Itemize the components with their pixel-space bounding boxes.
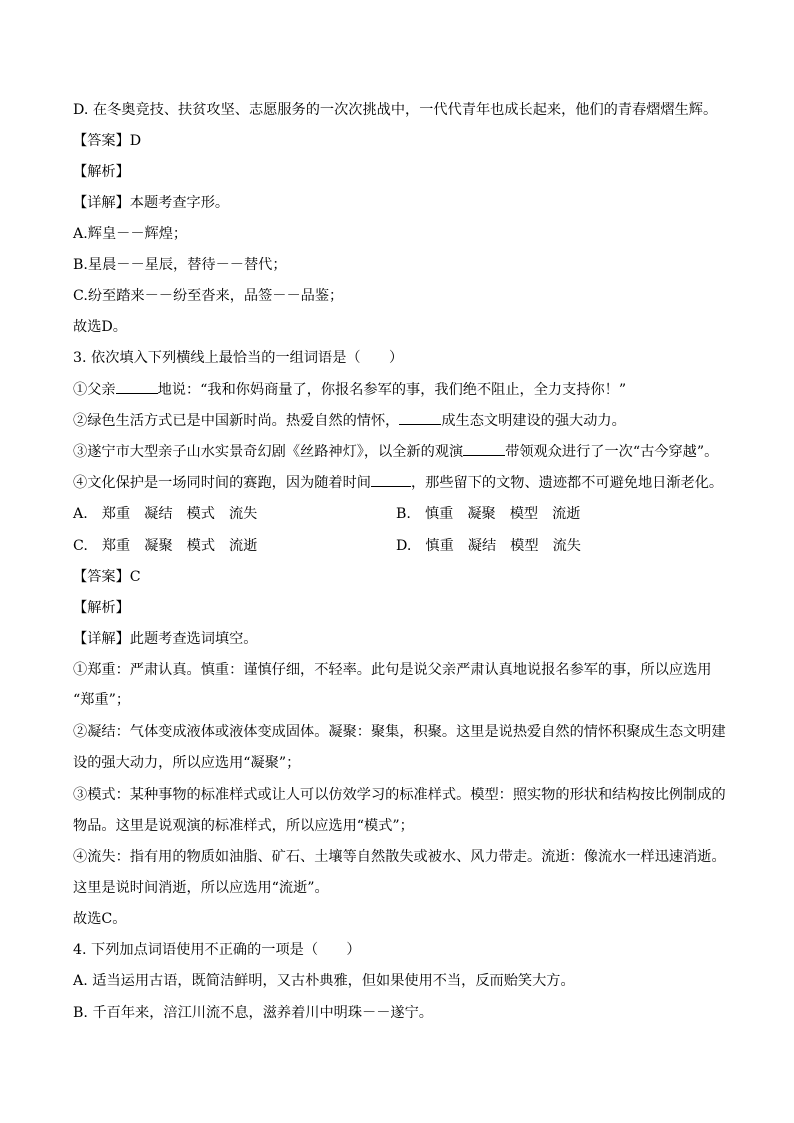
blank-2 [399,410,441,425]
q3-explain-3a: ③模式：某种事物的标准样式或让人可以仿效学习的标准样式。模型：照实物的形状和结构按比例制成的 [73,787,726,803]
q3-s3-post: 带领观众进行了一次“古今穿越”。 [505,444,719,460]
option-word: 凝聚 [144,538,173,554]
q3-s1-pre: ①父亲 [73,382,116,398]
option-word: 慎重 [424,506,454,522]
q4-option-b: B. 千百年来，涪江川流不息，滋养着川中明珠－－遂宁。 [73,1005,433,1021]
option-word: 流逝 [552,506,581,522]
q4-option-a: A. 适当运用古语，既简洁鲜明，又古朴典雅，但如果使用不当，反而贻笑大方。 [73,973,575,989]
q2-detail: 【详解】本题考查字形。 [73,195,230,211]
option-word: 慎重 [425,538,454,554]
q3-explain-2a: ②凝结：气体变成液体或液体变成固体。凝聚：聚集，积聚。这里是说热爱自然的情怀积聚成生态文明建 [73,724,726,740]
q3-s1-post: 地说：“我和你妈商量了，你报名参军的事，我们绝不阻止，全力支持你！” [157,382,627,398]
option-word: 模式 [186,506,215,522]
q3-sentence-4 [73,472,723,493]
option-letter: A. [73,506,88,522]
q2-option-d: D. 在冬奥竞技、扶贫攻坚、志愿服务的一次次挑战中，一代代青年也成长起来，他们的青春熠熠生辉。 [73,102,718,118]
option-word: 模型 [510,538,539,554]
q3-s4-pre: ④文化保护是一场同时间的赛跑，因为随着时间 [73,475,371,491]
option-letter: C. [73,538,88,554]
q3-analysis-heading: 【解析】 [73,600,130,616]
q3-s4-post: ，那些留下的文物、遗迹都不可避免地日渐老化。 [410,475,724,491]
q2-analysis-heading: 【解析】 [73,164,130,180]
q3-explain-3b: 物品。这里是说观演的标准样式，所以应选用“模式”； [73,818,414,834]
q3-sentence-2 [73,410,626,431]
blank-3 [463,441,505,456]
q3-option-b [396,504,595,524]
q3-detail: 【详解】此题考查选词填空。 [73,631,258,647]
option-letter: B. [396,506,411,522]
q2-choose: 故选D。 [73,319,127,335]
q3-option-d [396,536,595,556]
q2-answer: 【答案】D [73,133,142,149]
option-word: 流逝 [229,538,258,554]
option-word: 凝结 [467,538,497,554]
blank-4 [371,472,411,487]
option-word: 模型 [509,506,539,522]
q3-sentence-1 [73,379,626,400]
q3-choose: 故选C。 [73,911,127,927]
blank-1 [116,379,158,394]
option-letter: D. [396,538,412,554]
option-word: 凝结 [144,506,173,522]
q3-explain-1b: “郑重”； [73,692,131,708]
q2-explain-a: A.辉皇－－辉煌； [73,226,188,242]
q3-option-a [73,504,271,524]
option-word: 流失 [552,538,581,554]
q3-s3-pre: ③遂宁市大型亲子山水实景奇幻剧《丝路神灯》，以全新的观演 [73,444,464,460]
q3-s2-post: 成生态文明建设的强大动力。 [441,413,626,429]
q3-answer: 【答案】C [73,569,141,585]
q3-s2-pre: ②绿色生活方式已是中国新时尚。热爱自然的情怀， [73,413,400,429]
option-word: 郑重 [101,506,131,522]
q2-explain-c: C.纷至踏来－－纷至沓来，品签－－品鉴； [73,288,344,304]
option-word: 模式 [186,538,216,554]
q3-explain-2b: 设的强大动力，所以应选用“凝聚”； [73,755,301,771]
q4-title: 4. 下列加点词语使用不正确的一项是（ ） [73,942,361,958]
q3-explain-4b: 这里是说时间消逝，所以应选用“流逝”。 [73,880,329,896]
q3-explain-4a: ④流失：指有用的物质如油脂、矿石、土壤等自然散失或被水、风力带走。流逝：像流水一样迅速消逝。 [73,849,726,865]
q3-explain-1a: ①郑重：严肃认真。慎重：谨慎仔细，不轻率。此句是说父亲严肃认真地说报名参军的事，所以应选用 [73,662,712,678]
q3-title: 3. 依次填入下列横线上最恰当的一组词语是（ ） [73,350,404,366]
q3-option-c [73,536,271,556]
option-word: 流失 [228,506,258,522]
q3-sentence-3 [73,441,718,462]
option-word: 凝聚 [467,506,496,522]
option-word: 郑重 [101,538,131,554]
q2-explain-b: B.星晨－－星辰，替待－－替代； [73,257,287,273]
